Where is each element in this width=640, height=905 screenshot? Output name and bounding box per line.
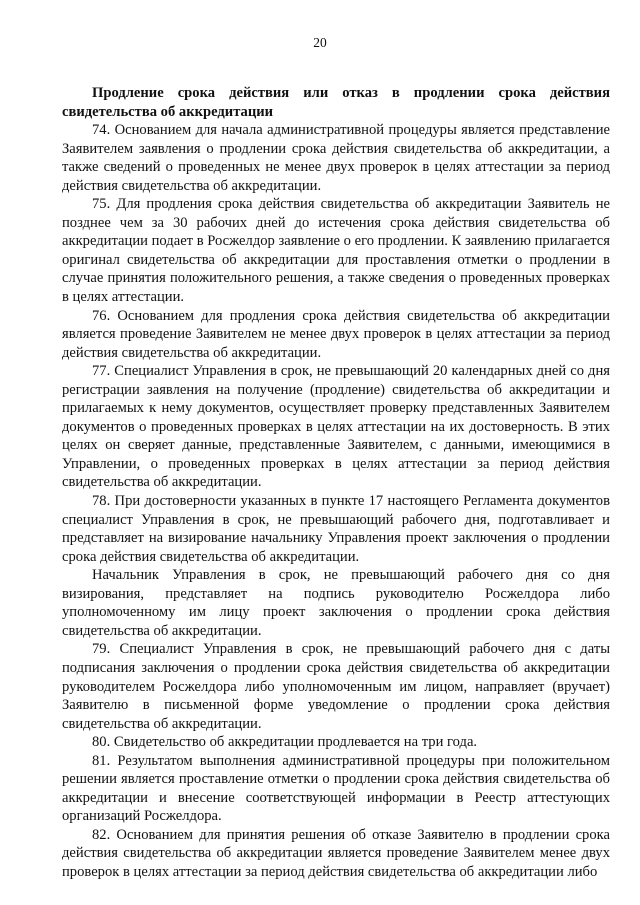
paragraph-81: 81. Результатом выполнения административной процедуры при положительном решении является проставление отметки о продлении срока действия свидетельства об аккредитации и внесение соответствующей информации в Реестр аттестующих организаций Росжелдора. [62, 752, 610, 825]
section-heading: Продление срока действия или отказ в продлении срока действия свидетельства об аккредитации [62, 85, 610, 120]
paragraph-80: 80. Свидетельство об аккредитации продлевается на три года. [92, 734, 478, 751]
document-body [62, 84, 610, 882]
paragraph-77: 77. Специалист Управления в срок, не превышающий 20 календарных дней со дня регистрации заявления на получение (продление) свидетельства об аккредитации и прилагаемых к нему документов, осуществляет проверку представленных Заявителем документов о проведенных проверках в целях аттестации на их достоверность. В этих целях он сверяет данные, представленные Заявителем, с данными, имеющимися в Управлении, о проведенных проверках в целях аттестации за период действия свидетельства об аккредитации. [62, 363, 610, 491]
paragraph-74: 74. Основанием для начала административной процедуры является представление Заявителем заявления о продлении срока действия свидетельства об аккредитации, а также сведений о проведенных не менее двух проверок в целях аттестации за период действия свидетельства об аккредитации. [62, 122, 610, 194]
paragraph-76: 76. Основанием для продления срока действия свидетельства об аккредитации является проведение Заявителем не менее двух проверок в целях аттестации за период действия свидетельства об аккредитации. [62, 307, 610, 361]
paragraph-82: 82. Основанием для принятия решения об отказе Заявителю в продлении срока действия свидетельства об аккредитации является проведение Заявителем менее двух проверок в целях аттестации за период действия свидетельства об аккредитации либо [62, 826, 610, 880]
paragraph-79: 79. Специалист Управления в срок, не превышающий рабочего дня с даты подписания заключения о продлении срока действия свидетельства об аккредитации руководителем Росжелдора либо уполномоченным им лицом, направляет (вручает) Заявителю в письменной форме уведомление о продлении срока действия свидетельства об аккредитации. [62, 641, 610, 732]
paragraph-75: 75. Для продления срока действия свидетельства об аккредитации Заявитель не позднее чем за 30 рабочих дней до истечения срока действия свидетельства об аккредитации подает в Росжелдор заявление о его продлении. К заявлению прилагается оригинал свидетельства об аккредитации для проставления отметки о продлении в случае принятия положительного решения, а также сведения о проведенных проверках в целях аттестации. [62, 196, 610, 306]
page-number: 20 [313, 35, 327, 50]
paragraph-78-continued: Начальник Управления в срок, не превышающий рабочего дня со дня визирования, представляет на подпись руководителю Росжелдора либо уполномоченному им лицу проект заключения о продлении срока действия свидетельства об аккредитации. [62, 567, 610, 639]
paragraph-78: 78. При достоверности указанных в пункте 17 настоящего Регламента документов специалист Управления в срок, не превышающий рабочего дня, подготавливает и представляет на визирование начальнику Управления проект заключения о продлении срока действия свидетельства об аккредитации. [62, 493, 610, 565]
